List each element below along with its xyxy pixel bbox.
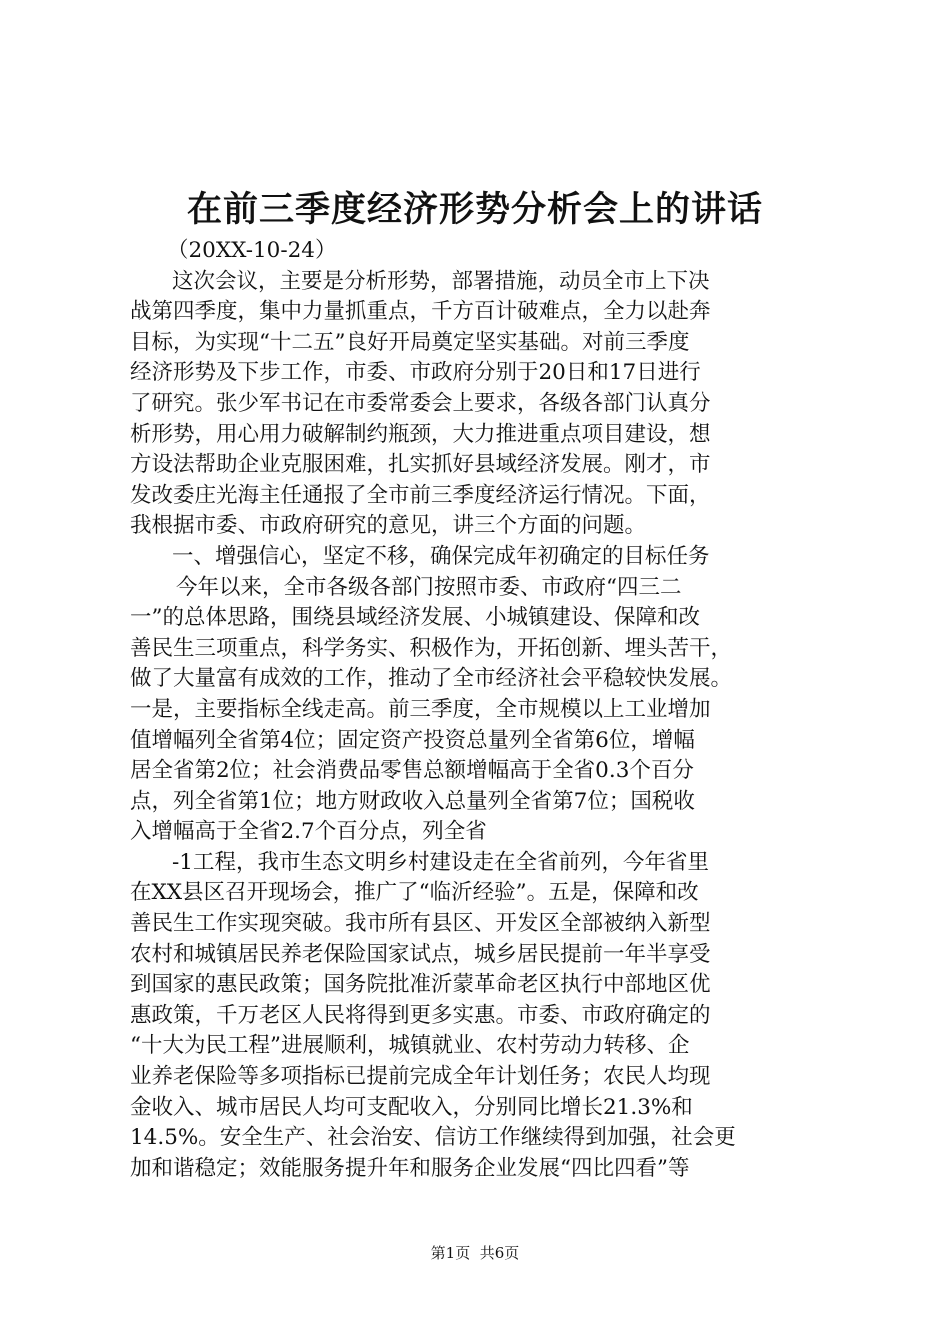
paragraph-line: 一是，主要指标全线走高。前三季度，全市规模以上工业增加: [130, 696, 711, 722]
paragraph-line: 居全省第2位；社会消费品零售总额增幅高于全省0.3个百分: [130, 758, 694, 784]
paragraph-line: 14.5%。安全生产、社会治安、信访工作继续得到加强，社会更: [130, 1125, 736, 1151]
paragraph-line: 一”的总体思路，围绕县域经济发展、小城镇建设、保障和改: [130, 605, 700, 631]
paragraph-line: 经济形势及下步工作，市委、市政府分别于20日和17日进行: [130, 360, 701, 386]
paragraph-line: 在XX县区召开现场会，推广了“临沂经验”。五是，保障和改: [130, 880, 699, 906]
paragraph-line: 析形势，用心用力破解制约瓶颈，大力推进重点项目建设，想: [130, 421, 711, 447]
paragraph-line: 做了大量富有成效的工作，推动了全市经济社会平稳较快发展。: [130, 666, 733, 692]
paragraph-line: 我根据市委、市政府研究的意见，讲三个方面的问题。: [130, 513, 647, 539]
paragraph-line: 点，列全省第1位；地方财政收入总量列全省第7位；国税收: [130, 788, 695, 814]
paragraph-line: 发改委庄光海主任通报了全市前三季度经济运行情况。下面，: [130, 482, 711, 508]
paragraph-line: 这次会议，主要是分析形势，部署措施，动员全市上下决: [172, 268, 710, 294]
page-number: 第1页: [430, 1244, 471, 1262]
paragraph-line: 方设法帮助企业克服困难，扎实抓好县域经济发展。刚才，市: [130, 452, 711, 478]
paragraph-line: 善民生三项重点，科学务实、积极作为，开拓创新、埋头苦干，: [130, 635, 733, 661]
page-total: 共6页: [479, 1244, 520, 1262]
paragraph-line: 了研究。张少军书记在市委常委会上要求，各级各部门认真分: [130, 390, 711, 416]
date-line: （20XX-10-24）: [167, 238, 337, 263]
section-heading: 一、增强信心，坚定不移，确保完成年初确定的目标任务: [172, 543, 710, 569]
paragraph-line: 业养老保险等多项指标已提前完成全年计划任务；农民人均现: [130, 1064, 711, 1090]
paragraph-line: 战第四季度，集中力量抓重点，千方百计破难点，全力以赴奔: [130, 299, 711, 325]
paragraph-line: 善民生工作实现突破。我市所有县区、开发区全部被纳入新型: [130, 911, 711, 937]
paragraph-line: 农村和城镇居民养老保险国家试点，城乡居民提前一年半享受: [130, 941, 711, 967]
paragraph-line: 目标，为实现“十二五”良好开局奠定坚实基础。对前三季度: [130, 329, 690, 355]
document-body: [130, 236, 830, 1184]
paragraph-line: 惠政策，千万老区人民将得到更多实惠。市委、市政府确定的: [130, 1002, 711, 1028]
paragraph-line: 加和谐稳定；效能服务提升年和服务企业发展“四比四看”等: [130, 1155, 690, 1181]
paragraph-line: 值增幅列全省第4位；固定资产投资总量列全省第6位，增幅: [130, 727, 695, 753]
page-footer: [0, 1243, 950, 1263]
paragraph-line: 入增幅高于全省2.7个百分点，列全省: [130, 819, 487, 845]
paragraph-line: 金收入、城市居民人均可支配收入，分别同比增长21.3%和: [130, 1094, 693, 1120]
paragraph-line: -1工程，我市生态文明乡村建设走在全省前列，今年省里: [172, 849, 709, 875]
paragraph-line: 到国家的惠民政策；国务院批准沂蒙革命老区执行中部地区优: [130, 972, 711, 998]
document-title: 在前三季度经济形势分析会上的讲话: [186, 189, 763, 230]
paragraph-line: “十大为民工程”进展顺利，城镇就业、农村劳动力转移、企: [130, 1033, 690, 1059]
paragraph-line: 今年以来，全市各级各部门按照市委、市政府“四三二: [176, 574, 682, 600]
